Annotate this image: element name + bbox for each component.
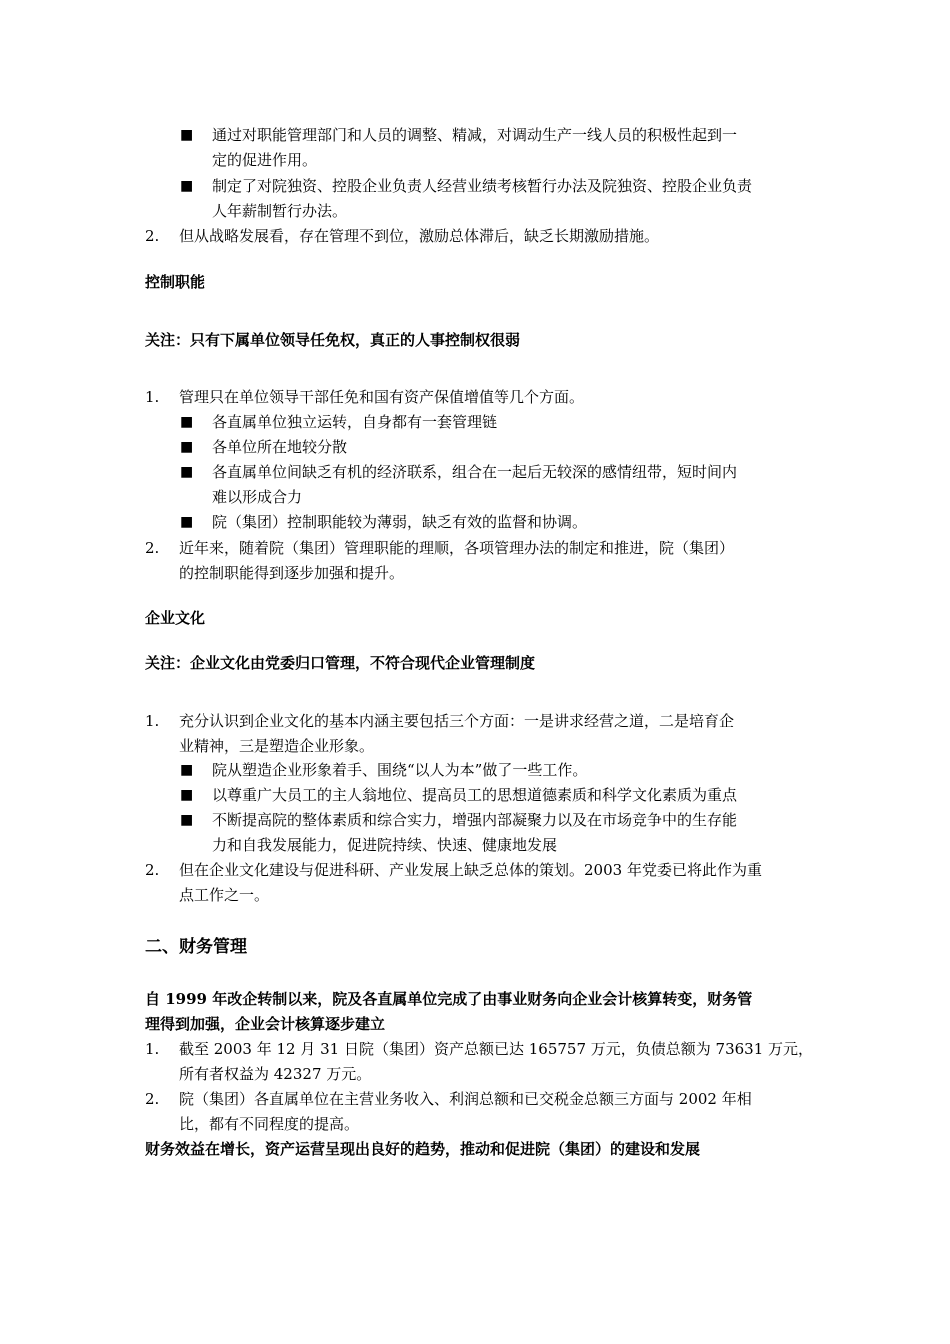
list-number: 2. bbox=[145, 539, 160, 557]
closing-statement: 财务效益在增长，资产运营呈现出良好的趋势，推动和促进院（集团）的建设和发展 bbox=[145, 1140, 701, 1158]
list-number: 2. bbox=[145, 227, 160, 245]
list-item-text: 管理只在单位领导干部任免和国有资产保值增值等几个方面。 bbox=[179, 388, 585, 406]
focus-note: 关注：企业文化由党委归口管理，不符合现代企业管理制度 bbox=[145, 654, 536, 672]
bullet-text: 定的促进作用。 bbox=[212, 151, 318, 169]
list-item-text: 但从战略发展看，存在管理不到位，激励总体滞后，缺乏长期激励措施。 bbox=[179, 227, 660, 245]
bullet-marker: ■ bbox=[180, 514, 194, 530]
list-item-text: 所有者权益为 42327 万元。 bbox=[179, 1065, 372, 1083]
bullet-text: 院（集团）控制职能较为薄弱，缺乏有效的监督和协调。 bbox=[212, 513, 588, 531]
bullet-text: 院从塑造企业形象着手、围绕“以人为本”做了一些工作。 bbox=[212, 761, 588, 779]
bullet-text: 制定了对院独资、控股企业负责人经营业绩考核暂行办法及院独资、控股企业负责 bbox=[212, 177, 753, 195]
bullet-marker: ■ bbox=[180, 787, 194, 803]
list-item-text: 截至 2003 年 12 月 31 日院（集团）资产总额已达 165757 万元，负债总额为 73631 万元， bbox=[179, 1040, 814, 1058]
bullet-text: 各直属单位间缺乏有机的经济联系，组合在一起后无较深的感情纽带，短时间内 bbox=[212, 463, 738, 481]
bullet-marker: ■ bbox=[180, 464, 194, 480]
section-heading: 控制职能 bbox=[145, 273, 206, 291]
bullet-text: 各直属单位独立运转，自身都有一套管理链 bbox=[212, 413, 498, 431]
list-item-text: 比，都有不同程度的提高。 bbox=[179, 1115, 360, 1133]
list-item-text: 的控制职能得到逐步加强和提升。 bbox=[179, 564, 405, 582]
bullet-marker: ■ bbox=[180, 812, 194, 828]
list-item-text: 近年来，随着院（集团）管理职能的理顺，各项管理办法的制定和推进，院（集团） bbox=[179, 539, 735, 557]
section-heading: 企业文化 bbox=[145, 609, 206, 627]
list-number: 1. bbox=[145, 1040, 160, 1058]
bullet-text: 各单位所在地较分散 bbox=[212, 438, 348, 456]
list-item-text: 院（集团）各直属单位在主营业务收入、利润总额和已交税金总额三方面与 2002 年相 bbox=[179, 1090, 752, 1108]
bullet-marker: ■ bbox=[180, 127, 194, 143]
bullet-text: 不断提高院的整体素质和综合实力，增强内部凝聚力以及在市场竞争中的生存能 bbox=[212, 811, 738, 829]
list-item-text: 点工作之一。 bbox=[179, 886, 270, 904]
lead-paragraph: 自 1999 年改企转制以来，院及各直属单位完成了由事业财务向企业会计核算转变，财务管 bbox=[145, 990, 753, 1008]
list-item-text: 业精神，三是塑造企业形象。 bbox=[179, 737, 375, 755]
list-number: 2. bbox=[145, 1090, 160, 1108]
bullet-text: 以尊重广大员工的主人翁地位、提高员工的思想道德素质和科学文化素质为重点 bbox=[212, 786, 738, 804]
list-number: 1. bbox=[145, 388, 160, 406]
bullet-text: 人年薪制暂行办法。 bbox=[212, 202, 348, 220]
bullet-marker: ■ bbox=[180, 762, 194, 778]
bullet-text: 力和自我发展能力，促进院持续、快速、健康地发展 bbox=[212, 836, 558, 854]
list-item-text: 充分认识到企业文化的基本内涵主要包括三个方面：一是讲求经营之道，二是培育企 bbox=[179, 712, 735, 730]
bullet-marker: ■ bbox=[180, 439, 194, 455]
list-number: 2. bbox=[145, 861, 160, 879]
bullet-text: 难以形成合力 bbox=[212, 488, 303, 506]
lead-paragraph: 理得到加强，企业会计核算逐步建立 bbox=[145, 1015, 386, 1033]
chapter-heading: 二、财务管理 bbox=[145, 937, 247, 957]
bullet-marker: ■ bbox=[180, 414, 194, 430]
bullet-marker: ■ bbox=[180, 178, 194, 194]
bullet-text: 通过对职能管理部门和人员的调整、精减，对调动生产一线人员的积极性起到一 bbox=[212, 126, 738, 144]
focus-note: 关注：只有下属单位领导任免权，真正的人事控制权很弱 bbox=[145, 331, 521, 349]
list-number: 1. bbox=[145, 712, 160, 730]
list-item-text: 但在企业文化建设与促进科研、产业发展上缺乏总体的策划。2003 年党委已将此作为重 bbox=[179, 861, 762, 879]
